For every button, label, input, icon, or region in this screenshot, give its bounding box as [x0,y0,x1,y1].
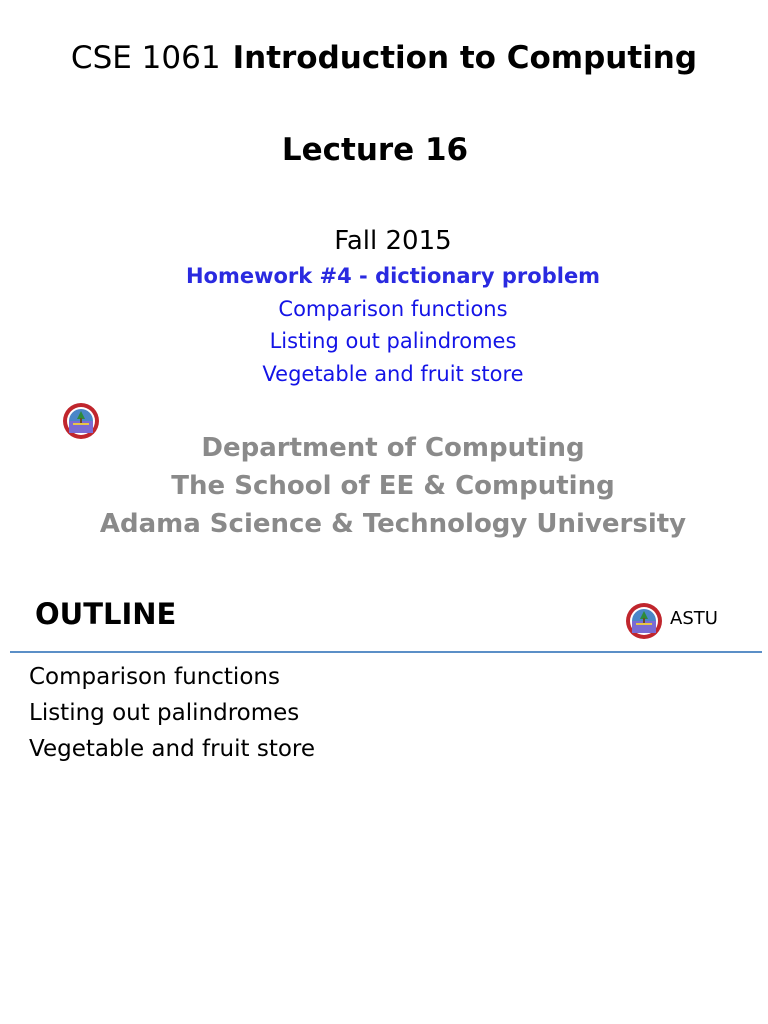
outline-item: Vegetable and fruit store [29,736,316,762]
school-line: The School of EE & Computing [171,471,615,501]
topic-item: Comparison functions [278,297,508,321]
term-label: Fall 2015 [334,226,452,256]
course-name: Introduction to Computing [232,40,698,76]
course-title [0,40,768,76]
topic-item: Vegetable and fruit store [262,362,524,386]
astu-logo-icon [625,602,663,640]
homework-title: Homework #4 - dictionary problem [185,264,601,288]
lecture-title: Lecture 16 [281,132,469,168]
section-divider [10,651,762,653]
topic-item: Listing out palindromes [269,329,517,353]
university-line: Adama Science & Technology University [99,509,687,539]
outline-item: Listing out palindromes [29,700,300,726]
course-code: CSE 1061 [70,40,221,76]
outline-heading: OUTLINE [35,597,177,631]
department-line: Department of Computing [201,433,585,463]
astu-label: ASTU [670,608,718,629]
outline-item: Comparison functions [29,664,280,690]
